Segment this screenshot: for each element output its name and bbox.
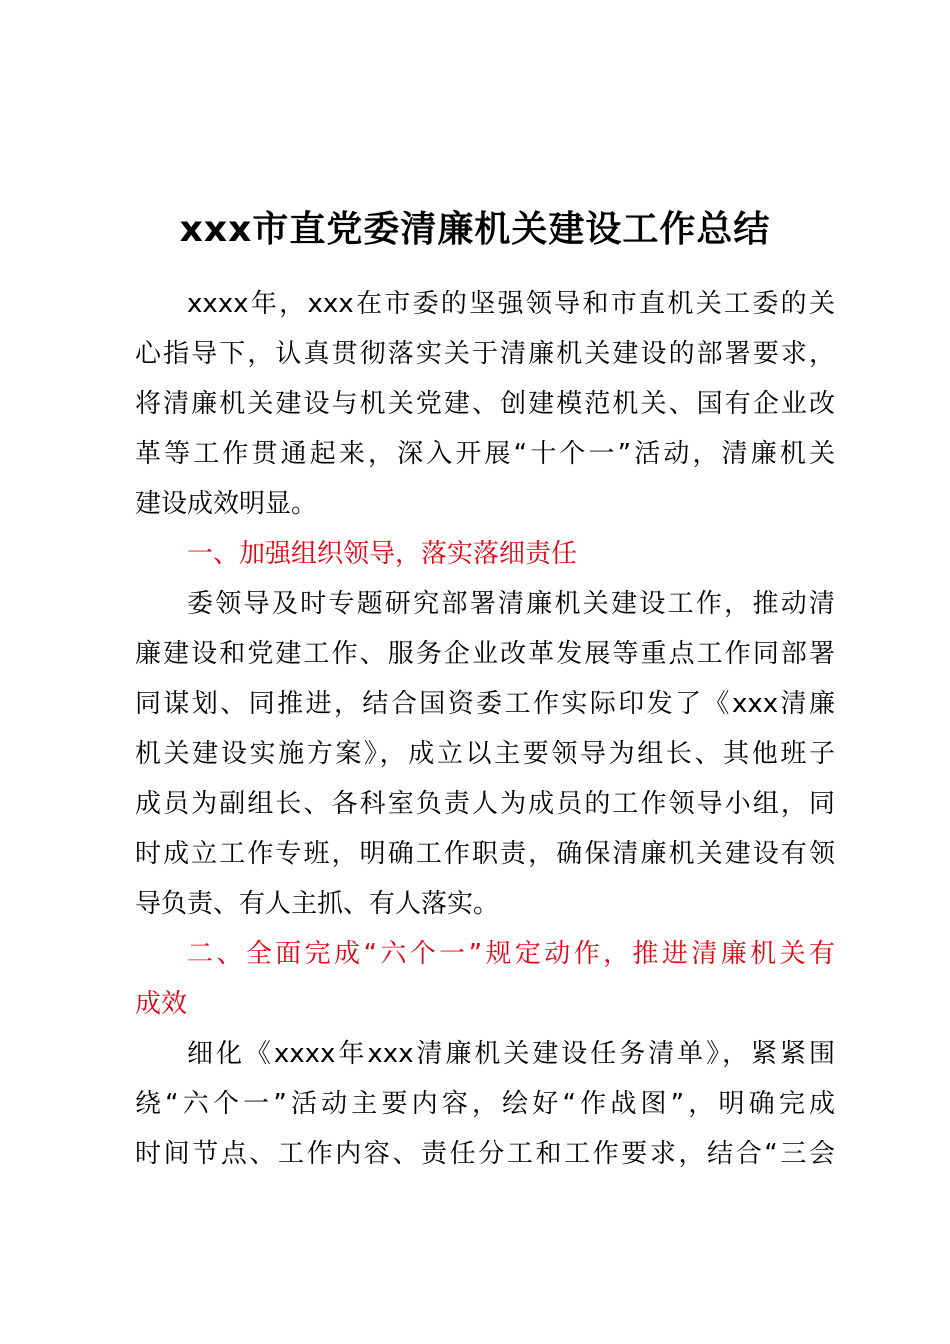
text-line: 时成立工作专班，明确工作职责，确保清廉机关建设有领 <box>135 839 835 869</box>
text-line: 将清廉机关建设与机关党建、创建模范机关、国有企业改 <box>135 389 835 419</box>
text-line: 绕“六个一”活动主要内容，绘好“作战图”，明确完成 <box>135 1089 835 1119</box>
heading-line: 成效 <box>135 989 188 1019</box>
text-line: 心指导下，认真贯彻落实关于清廉机关建设的部署要求， <box>135 339 835 369</box>
text-line: 革等工作贯通起来，深入开展“十个一”活动，清廉机关 <box>135 439 835 469</box>
text-line: 时间节点、工作内容、责任分工和工作要求，结合“三会 <box>135 1139 835 1169</box>
document-title: xxx市直党委清廉机关建设工作总结 <box>179 209 771 250</box>
text-line: xxxx年，xxx在市委的坚强领导和市直机关工委的关 <box>187 289 835 319</box>
text-line: 委领导及时专题研究部署清廉机关建设工作，推动清 <box>187 589 835 619</box>
text-line: 同谋划、同推进，结合国资委工作实际印发了《xxx清廉 <box>135 689 835 719</box>
section-heading-1: 一、加强组织领导，落实落细责任 <box>187 539 578 569</box>
heading-line: 二、全面完成“六个一”规定动作，推进清廉机关有 <box>187 939 835 969</box>
text-line: 机关建设实施方案》，成立以主要领导为组长、其他班子 <box>135 739 835 769</box>
text-line: 细化《xxxx年xxx清廉机关建设任务清单》，紧紧围 <box>187 1039 835 1069</box>
text-line: 导负责、有人主抓、有人落实。 <box>135 889 500 919</box>
text-line: 成员为副组长、各科室负责人为成员的工作领导小组，同 <box>135 789 835 819</box>
text-line: 建设成效明显。 <box>135 489 318 519</box>
text-line: 廉建设和党建工作、服务企业改革发展等重点工作同部署 <box>135 639 835 669</box>
